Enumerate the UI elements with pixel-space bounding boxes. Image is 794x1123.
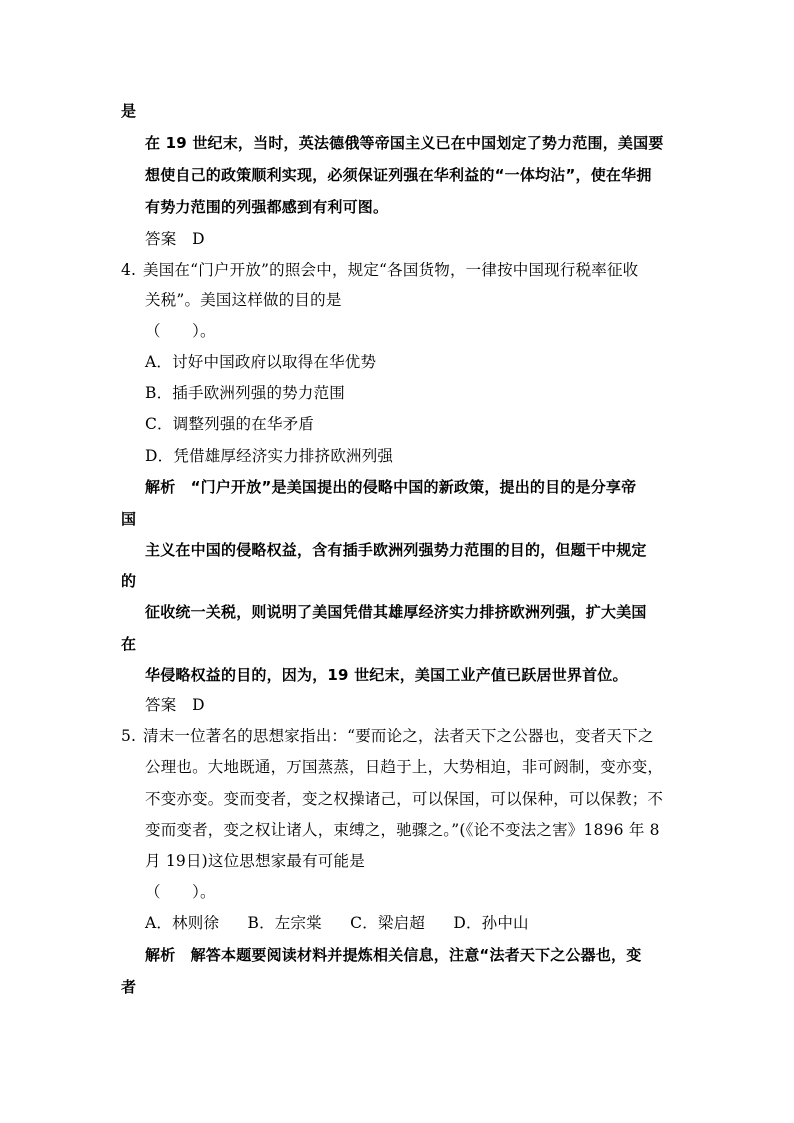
text-line: 征收统一关税，则说明了美国凭借其雄厚经济实力排挤欧洲列强，扩大美国 [145,603,647,621]
analysis-line: 解析 “门户开放”是美国提出的侵略中国的新政策，提出的目的是分享帝 [145,478,637,496]
text-line: 者 [121,978,137,996]
question-text: 清末一位著名的思想家指出：“要而论之，法者天下之公器也，变者天下之 [143,727,654,745]
option-c: C．梁启超 [350,914,426,932]
options-row [145,912,529,934]
question-text: 美国在“门户开放”的照会中，规定“各国货物，一律按中国现行税率征收 [143,261,639,279]
text-line: 国 [121,510,137,528]
option-b: B．插手欧洲列强的势力范围 [145,384,345,402]
question-4 [121,259,638,281]
text-line: 华侵略权益的目的，因为，19 世纪末，美国工业产值已跃居世界首位。 [145,666,628,684]
option-a: A．林则徐 [145,914,220,932]
option-d: D．凭借雄厚经济实力排挤欧洲列强 [145,447,394,465]
answer-blank: （ ）。 [145,883,216,901]
text-line: 月 19日)这位思想家最有可能是 [145,852,365,870]
text-line: 的 [121,572,137,590]
answer-label: 答案 D [145,696,205,714]
text-line: 公理也。大地既通，万国蒸蒸，日趋于上，大势相迫，非可阏制，变亦变， [145,758,664,776]
text-line: 想使自己的政策顺利实现，必须保证列强在华利益的“一体均沾”，使在华拥 [145,166,652,184]
question-5 [121,725,654,747]
analysis-line: 解析 解答本题要阅读材料并提炼相关信息，注意“法者天下之公器也，变 [145,946,642,964]
option-c: C．调整列强的在华矛盾 [145,415,315,433]
text-line: 在 [121,635,137,653]
option-d: D．孙中山 [453,914,529,932]
answer-blank: （ ）。 [145,322,216,340]
text-line: 变而变者，变之权让诸人，束缚之，驰骤之。”(《论不变法之害》1896 年 8 [145,821,660,839]
text-line: 关税”。美国这样做的目的是 [145,291,342,309]
option-b: B．左宗棠 [247,914,322,932]
text-line: 有势力范围的列强都感到有利可图。 [145,198,389,216]
answer-label: 答案 D [145,230,205,248]
option-a: A．讨好中国政府以取得在华优势 [145,353,377,371]
text-line: 主义在中国的侵略权益，含有插手欧洲列强势力范围的目的，但题干中规定 [145,541,647,559]
question-number: 5. [121,727,137,745]
question-number: 4. [121,261,137,279]
text-line: 是 [121,102,137,120]
text-line: 在 19 世纪末，当时，英法德俄等帝国主义已在中国划定了势力范围，美国要 [145,134,664,152]
text-line: 不变亦变。变而变者，变之权操诸己，可以保国，可以保种，可以保教；不 [145,790,664,808]
